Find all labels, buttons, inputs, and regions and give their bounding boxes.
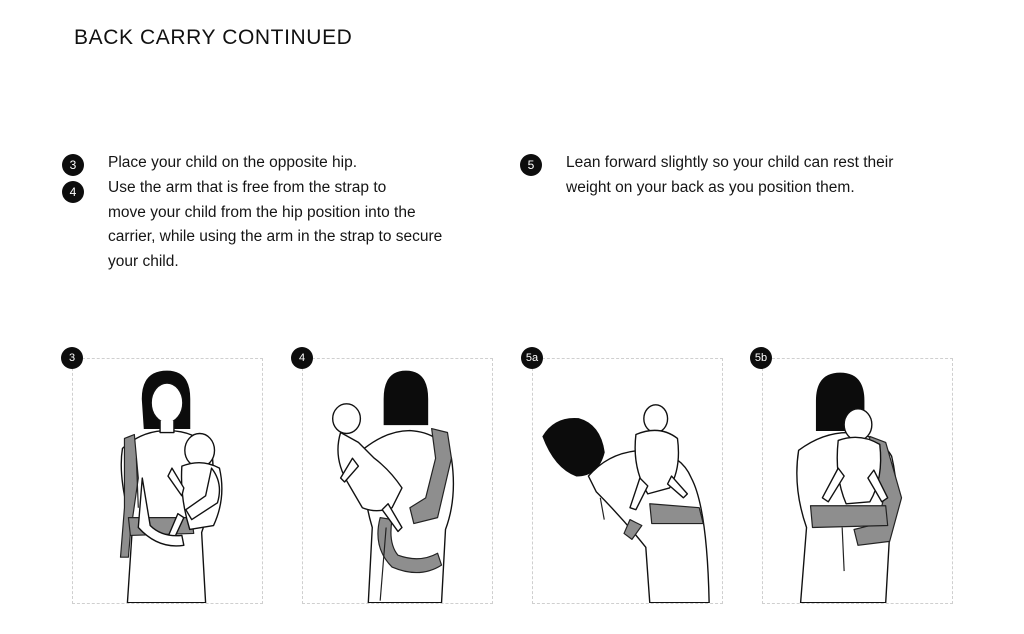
step-4-line: your child. — [108, 252, 179, 270]
panel-3-badge: 3 — [61, 347, 83, 369]
step-5-line: Lean forward slightly so your child can rest their — [566, 154, 894, 171]
step-4-line: move your child from the hip position into the — [108, 203, 416, 221]
page-title: BACK CARRY CONTINUED — [74, 26, 353, 49]
step-4-text — [108, 176, 442, 274]
illustration-panel-5a — [532, 358, 723, 604]
step-4-line: carrier, while using the arm in the strap to secure — [108, 228, 443, 245]
illustration-panel-5b — [762, 358, 953, 604]
lean-forward-illustration-icon — [533, 359, 722, 603]
panel-4-badge: 4 — [291, 347, 313, 369]
parent-child-hip-illustration-icon — [73, 359, 262, 603]
step-5-text — [566, 151, 893, 200]
step-5-badge: 5 — [520, 154, 542, 176]
panel-5b-badge: 5b — [750, 347, 772, 369]
step-3-text — [108, 151, 357, 176]
step-5-line: weight on your back as you position them. — [566, 178, 855, 196]
child-over-shoulder-illustration-icon — [303, 359, 492, 603]
child-on-back-illustration-icon — [763, 359, 952, 603]
step-3-line: Place your child on the opposite hip. — [108, 154, 358, 171]
step-4-line: Use the arm that is free from the strap to — [108, 179, 387, 196]
step-4-badge: 4 — [62, 181, 84, 203]
step-3-badge: 3 — [62, 154, 84, 176]
illustration-panel-4 — [302, 358, 493, 604]
panel-5a-badge: 5a — [521, 347, 543, 369]
illustration-panel-3 — [72, 358, 263, 604]
